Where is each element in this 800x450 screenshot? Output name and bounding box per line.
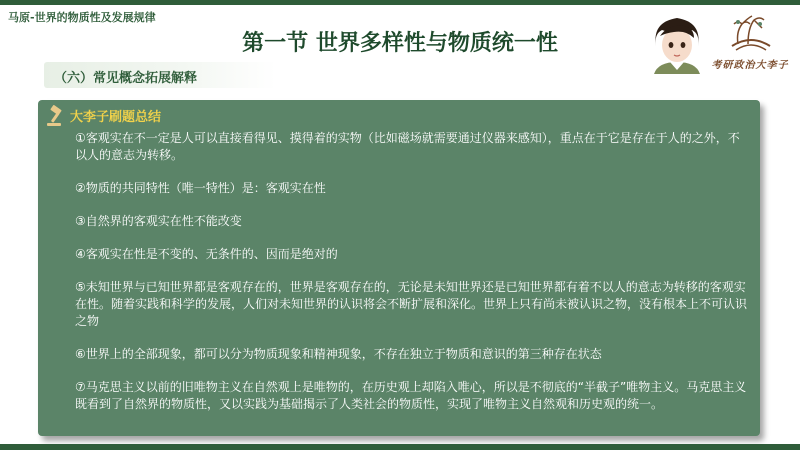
avatar xyxy=(648,12,706,74)
summary-heading: 大李子刷题总结 xyxy=(70,110,162,125)
subheading-title: （六）常见概念拓展解释 xyxy=(54,71,198,86)
course-title: 马原-世界的物质性及发展规律 xyxy=(8,11,156,24)
list-item: ④客观实在性是不变的、无条件的、因而是绝对的 xyxy=(75,247,338,261)
top-accent-bar xyxy=(0,0,800,5)
list-item: ⑤未知世界与已知世界都是客观存在的，世界是客观存在的，无论是未知世界还是已知世界都有着不以人的意志为转移的客观实在性。随着实践和科学的发展，人们对未知世界的认识将会不断扩展和深化。世界上只有尚未被认识之物，没有根本上不可认识之物 xyxy=(75,280,748,328)
bottom-accent-bar xyxy=(0,444,800,450)
list-item: ③自然界的客观实在性不能改变 xyxy=(75,214,242,228)
gavel-icon xyxy=(45,105,67,127)
list-item: ⑦马克思主义以前的旧唯物主义在自然观上是唯物的，在历史观上却陷入唯心，所以是不彻底的“半截子”唯物主义。马克思主义既看到了自然界的物质性，又以实践为基础揭示了人类社会的物质性，实现了唯物主义自然观和历史观的统一。 xyxy=(75,380,747,411)
logo-text: 考研政治大李子 xyxy=(711,60,789,71)
list-item: ⑥世界上的全部现象，都可以分为物质现象和精神现象，不存在独立于物质和意识的第三种存在状态 xyxy=(75,347,602,361)
subheading-box xyxy=(44,62,276,88)
list-item: ②物质的共同特性（唯一特性）是：客观实在性 xyxy=(75,181,326,195)
summary-list xyxy=(75,130,747,413)
list-item: ①客观实在不一定是人可以直接看得见、摸得着的实物（比如磁场就需要通过仪器来感知），重点在于它是存在于人的之外，不以人的意志为转移。 xyxy=(75,131,740,162)
section-title: 第一节 世界多样性与物质统一性 xyxy=(242,31,558,56)
